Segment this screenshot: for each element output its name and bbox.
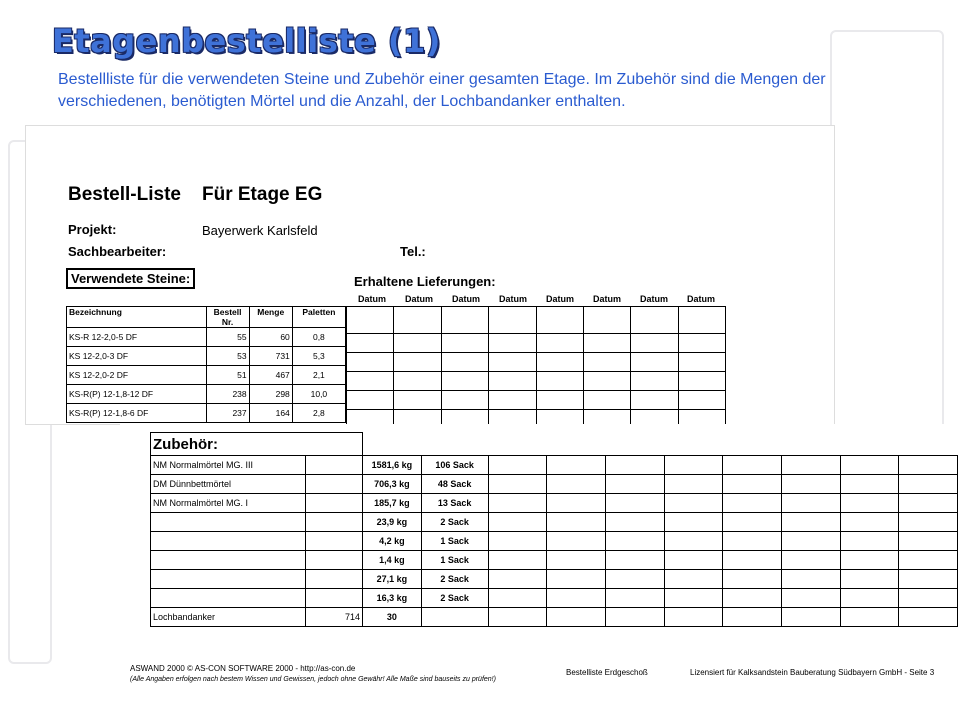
steine-cell-nr: 55 (206, 328, 249, 347)
lieferung-cell (489, 307, 536, 334)
zubehoer-cell-nr (306, 494, 363, 513)
zubehoer-empty-cell (723, 608, 782, 627)
steine-cell-nr: 51 (206, 366, 249, 385)
steine-label: Verwendete Steine: (66, 268, 195, 289)
steine-cell-nr: 237 (206, 404, 249, 423)
datum-header: Datum (358, 294, 387, 304)
zubehoer-empty-cell (547, 456, 606, 475)
zubehoer-cell-einheit: 2 Sack (421, 570, 488, 589)
zubehoer-empty-cell (723, 570, 782, 589)
zubehoer-empty-cell (605, 589, 664, 608)
lieferung-cell (441, 353, 488, 372)
steine-cell-name: KS 12-2,0-3 DF (67, 347, 207, 366)
zubehoer-empty-cell (488, 570, 547, 589)
zubehoer-cell-name (151, 589, 306, 608)
zubehoer-empty-cell (899, 570, 958, 589)
lieferung-cell (394, 372, 441, 391)
zubehoer-cell-menge: 4,2 kg (363, 532, 422, 551)
zubehoer-empty-cell (605, 570, 664, 589)
zubehoer-empty-cell (488, 494, 547, 513)
steine-cell-paletten: 2,1 (292, 366, 345, 385)
lieferungen-grid (346, 306, 726, 429)
zubehoer-empty-cell (840, 532, 899, 551)
zubehoer-empty-cell (605, 513, 664, 532)
col-bezeichnung: Bezeichnung (67, 307, 207, 328)
page-title: Etagenbestelliste (1) (52, 22, 441, 60)
steine-cell-name: KS-R(P) 12-1,8-6 DF (67, 404, 207, 423)
zubehoer-empty-cell (605, 475, 664, 494)
col-paletten: Paletten (292, 307, 345, 328)
zubehoer-empty-cell (899, 456, 958, 475)
zubehoer-cell-name: DM Dünnbettmörtel (151, 475, 306, 494)
zubehoer-empty-cell (840, 570, 899, 589)
zubehoer-empty-cell (664, 456, 723, 475)
zubehoer-cell-nr (306, 475, 363, 494)
zubehoer-empty-cell (840, 456, 899, 475)
zubehoer-cell-name (151, 570, 306, 589)
lieferung-row (347, 334, 726, 353)
steine-row (67, 328, 346, 347)
zubehoer-cell-menge: 1,4 kg (363, 551, 422, 570)
lieferung-cell (631, 334, 678, 353)
zubehoer-cell-einheit: 2 Sack (421, 589, 488, 608)
zubehoer-row (151, 513, 958, 532)
lieferung-cell (394, 391, 441, 410)
zubehoer-empty-cell (605, 551, 664, 570)
lieferung-row (347, 391, 726, 410)
datum-header: Datum (640, 294, 669, 304)
zubehoer-empty-cell (547, 551, 606, 570)
zubehoer-empty-cell (664, 494, 723, 513)
lieferung-cell (536, 307, 583, 334)
zubehoer-empty-cell (664, 589, 723, 608)
col-bestell-nr: Bestell Nr. (206, 307, 249, 328)
zubehoer-row (151, 475, 958, 494)
lieferung-cell (441, 391, 488, 410)
lieferung-cell (347, 391, 394, 410)
zubehoer-cell-menge: 185,7 kg (363, 494, 422, 513)
zubehoer-empty-cell (899, 475, 958, 494)
zubehoer-empty-cell (488, 608, 547, 627)
lieferung-cell (536, 372, 583, 391)
zubehoer-empty-cell (840, 589, 899, 608)
form-heading-left: Bestell-Liste (68, 184, 181, 205)
zubehoer-empty-cell (605, 494, 664, 513)
zubehoer-empty-cell (664, 513, 723, 532)
zubehoer-row (151, 551, 958, 570)
lieferung-cell (631, 372, 678, 391)
steine-cell-paletten: 0,8 (292, 328, 345, 347)
zubehoer-empty-cell (781, 513, 840, 532)
zubehoer-empty-cell (547, 608, 606, 627)
lieferung-cell (347, 372, 394, 391)
lieferung-cell (536, 391, 583, 410)
form-heading-right: Für Etage EG (202, 184, 323, 205)
lieferung-cell (441, 334, 488, 353)
steine-cell-menge: 164 (249, 404, 292, 423)
steine-cell-name: KS-R(P) 12-1,8-12 DF (67, 385, 207, 404)
zubehoer-empty-cell (723, 513, 782, 532)
lieferung-cell (583, 334, 630, 353)
zubehoer-empty-cell (723, 494, 782, 513)
lieferung-cell (536, 334, 583, 353)
zubehoer-empty-cell (781, 570, 840, 589)
zubehoer-empty-cell (605, 532, 664, 551)
zubehoer-empty-cell (664, 532, 723, 551)
steine-row (67, 366, 346, 385)
zubehoer-empty-cell (664, 570, 723, 589)
zubehoer-empty-cell (605, 456, 664, 475)
zubehoer-empty-cell (547, 494, 606, 513)
zubehoer-empty-cell (488, 532, 547, 551)
datum-header: Datum (452, 294, 481, 304)
zubehoer-cell-name (151, 532, 306, 551)
zubehoer-cell-einheit: 1 Sack (421, 532, 488, 551)
zubehoer-cell-menge: 16,3 kg (363, 589, 422, 608)
zubehoer-empty-cell (781, 532, 840, 551)
zubehoer-cell-einheit (421, 608, 488, 627)
zubehoer-empty-cell (723, 475, 782, 494)
steine-cell-paletten: 5,3 (292, 347, 345, 366)
zubehoer-row (151, 589, 958, 608)
zubehoer-empty-cell (899, 608, 958, 627)
zubehoer-cell-nr (306, 532, 363, 551)
zubehoer-row (151, 494, 958, 513)
zubehoer-cell-nr (306, 551, 363, 570)
zubehoer-empty-cell (547, 589, 606, 608)
zubehoer-empty-cell (723, 551, 782, 570)
footer-list-name: Bestelliste Erdgeschoß (566, 668, 648, 677)
zubehoer-empty-cell (488, 589, 547, 608)
zubehoer-empty-cell (488, 551, 547, 570)
zubehoer-cell-menge: 30 (363, 608, 422, 627)
zubehoer-cell-nr (306, 456, 363, 475)
zubehoer-empty-cell (899, 551, 958, 570)
lieferung-cell (489, 353, 536, 372)
datum-header: Datum (405, 294, 434, 304)
datum-header: Datum (687, 294, 716, 304)
steine-cell-nr: 53 (206, 347, 249, 366)
datum-header: Datum (499, 294, 528, 304)
zubehoer-row (151, 456, 958, 475)
zubehoer-row (151, 532, 958, 551)
zubehoer-empty-cell (664, 608, 723, 627)
zubehoer-empty-cell (781, 551, 840, 570)
zubehoer-empty-cell (664, 475, 723, 494)
steine-row (67, 347, 346, 366)
order-form-top-scan (26, 126, 834, 424)
zubehoer-cell-menge: 706,3 kg (363, 475, 422, 494)
projekt-label: Projekt: (68, 222, 117, 237)
zubehoer-row (151, 570, 958, 589)
steine-cell-name: KS-R 12-2,0-5 DF (67, 328, 207, 347)
lieferung-row (347, 353, 726, 372)
lieferung-cell (394, 334, 441, 353)
zubehoer-cell-name (151, 513, 306, 532)
steine-table (66, 306, 346, 423)
lieferung-cell (347, 334, 394, 353)
lieferung-cell (631, 307, 678, 334)
steine-cell-name: KS 12-2,0-2 DF (67, 366, 207, 385)
lieferung-cell (583, 353, 630, 372)
zubehoer-empty-cell (840, 494, 899, 513)
steine-cell-menge: 60 (249, 328, 292, 347)
steine-row (67, 404, 346, 423)
lieferung-cell (536, 353, 583, 372)
projekt-value: Bayerwerk Karlsfeld (202, 223, 318, 238)
lieferungen-label: Erhaltene Lieferungen: (354, 274, 496, 289)
zubehoer-cell-nr (306, 513, 363, 532)
zubehoer-empty-cell (781, 589, 840, 608)
zubehoer-empty-cell (723, 456, 782, 475)
steine-cell-nr: 238 (206, 385, 249, 404)
zubehoer-empty-cell (781, 475, 840, 494)
zubehoer-label: Zubehör: (151, 433, 363, 456)
lieferung-cell (583, 307, 630, 334)
lieferung-cell (678, 334, 725, 353)
zubehoer-empty-cell (840, 513, 899, 532)
zubehoer-cell-nr (306, 570, 363, 589)
zubehoer-empty-cell (840, 475, 899, 494)
zubehoer-cell-name: Lochbandanker (151, 608, 306, 627)
zubehoer-empty-cell (488, 513, 547, 532)
steine-cell-menge: 731 (249, 347, 292, 366)
zubehoer-empty-cell (781, 608, 840, 627)
zubehoer-cell-nr: 714 (306, 608, 363, 627)
zubehoer-empty-cell (840, 608, 899, 627)
lieferung-cell (394, 307, 441, 334)
lieferung-cell (489, 334, 536, 353)
lieferung-cell (678, 372, 725, 391)
zubehoer-empty-cell (547, 513, 606, 532)
lieferung-cell (678, 307, 725, 334)
zubehoer-empty-cell (723, 532, 782, 551)
order-form-bottom-scan (120, 424, 960, 714)
zubehoer-table (150, 432, 958, 627)
lieferung-cell (394, 353, 441, 372)
zubehoer-empty-cell (840, 551, 899, 570)
lieferung-cell (489, 372, 536, 391)
lieferung-cell (678, 353, 725, 372)
zubehoer-empty-cell (488, 456, 547, 475)
zubehoer-empty-cell (899, 494, 958, 513)
zubehoer-empty-cell (723, 589, 782, 608)
lieferung-row (347, 372, 726, 391)
zubehoer-cell-menge: 23,9 kg (363, 513, 422, 532)
zubehoer-cell-name: NM Normalmörtel MG. III (151, 456, 306, 475)
col-menge: Menge (249, 307, 292, 328)
zubehoer-empty-cell (899, 513, 958, 532)
steine-cell-menge: 467 (249, 366, 292, 385)
footer-license: Lizensiert für Kalksandstein Bauberatung Südbayern GmbH - Seite 3 (690, 668, 935, 677)
tel-label: Tel.: (400, 244, 426, 259)
page-description: Bestellliste für die verwendeten Steine und Zubehör einer gesamten Etage. Im Zubehör sind die Mengen der verschiedenen, benötigten Mörtel und die Anzahl, der Lochbandanker enthalten. (58, 71, 826, 110)
lieferung-cell (347, 307, 394, 334)
zubehoer-cell-einheit: 48 Sack (421, 475, 488, 494)
datum-header: Datum (593, 294, 622, 304)
lieferung-cell (583, 391, 630, 410)
footer-disclaimer: (Alle Angaben erfolgen nach bestem Wissen und Gewissen, jedoch ohne Gewähr! Alle Maße sind bauseits zu prüfen!) (130, 676, 496, 683)
zubehoer-cell-menge: 27,1 kg (363, 570, 422, 589)
zubehoer-empty-cell (547, 570, 606, 589)
zubehoer-empty-cell (781, 494, 840, 513)
lieferung-cell (441, 372, 488, 391)
lieferung-cell (678, 391, 725, 410)
lieferung-cell (583, 372, 630, 391)
lieferung-cell (631, 391, 678, 410)
zubehoer-cell-einheit: 1 Sack (421, 551, 488, 570)
footer-software: ASWAND 2000 © AS-CON SOFTWARE 2000 - http://as-con.de (130, 664, 356, 673)
zubehoer-empty-cell (488, 475, 547, 494)
zubehoer-row (151, 608, 958, 627)
lieferung-cell (631, 353, 678, 372)
zubehoer-cell-einheit: 2 Sack (421, 513, 488, 532)
zubehoer-cell-nr (306, 589, 363, 608)
zubehoer-cell-einheit: 13 Sack (421, 494, 488, 513)
zubehoer-empty-cell (781, 456, 840, 475)
zubehoer-empty-cell (605, 608, 664, 627)
zubehoer-empty-cell (899, 532, 958, 551)
zubehoer-empty-cell (547, 532, 606, 551)
lieferung-cell (489, 391, 536, 410)
datum-header: Datum (546, 294, 575, 304)
zubehoer-cell-name (151, 551, 306, 570)
steine-row (67, 385, 346, 404)
lieferung-cell (441, 307, 488, 334)
zubehoer-empty-cell (899, 589, 958, 608)
zubehoer-empty-cell (547, 475, 606, 494)
steine-cell-paletten: 2,8 (292, 404, 345, 423)
lieferung-row (347, 307, 726, 334)
zubehoer-cell-name: NM Normalmörtel MG. I (151, 494, 306, 513)
sachbearbeiter-label: Sachbearbeiter: (68, 244, 167, 259)
steine-cell-menge: 298 (249, 385, 292, 404)
lieferung-cell (347, 353, 394, 372)
zubehoer-cell-menge: 1581,6 kg (363, 456, 422, 475)
zubehoer-empty-cell (664, 551, 723, 570)
steine-cell-paletten: 10,0 (292, 385, 345, 404)
zubehoer-cell-einheit: 106 Sack (421, 456, 488, 475)
